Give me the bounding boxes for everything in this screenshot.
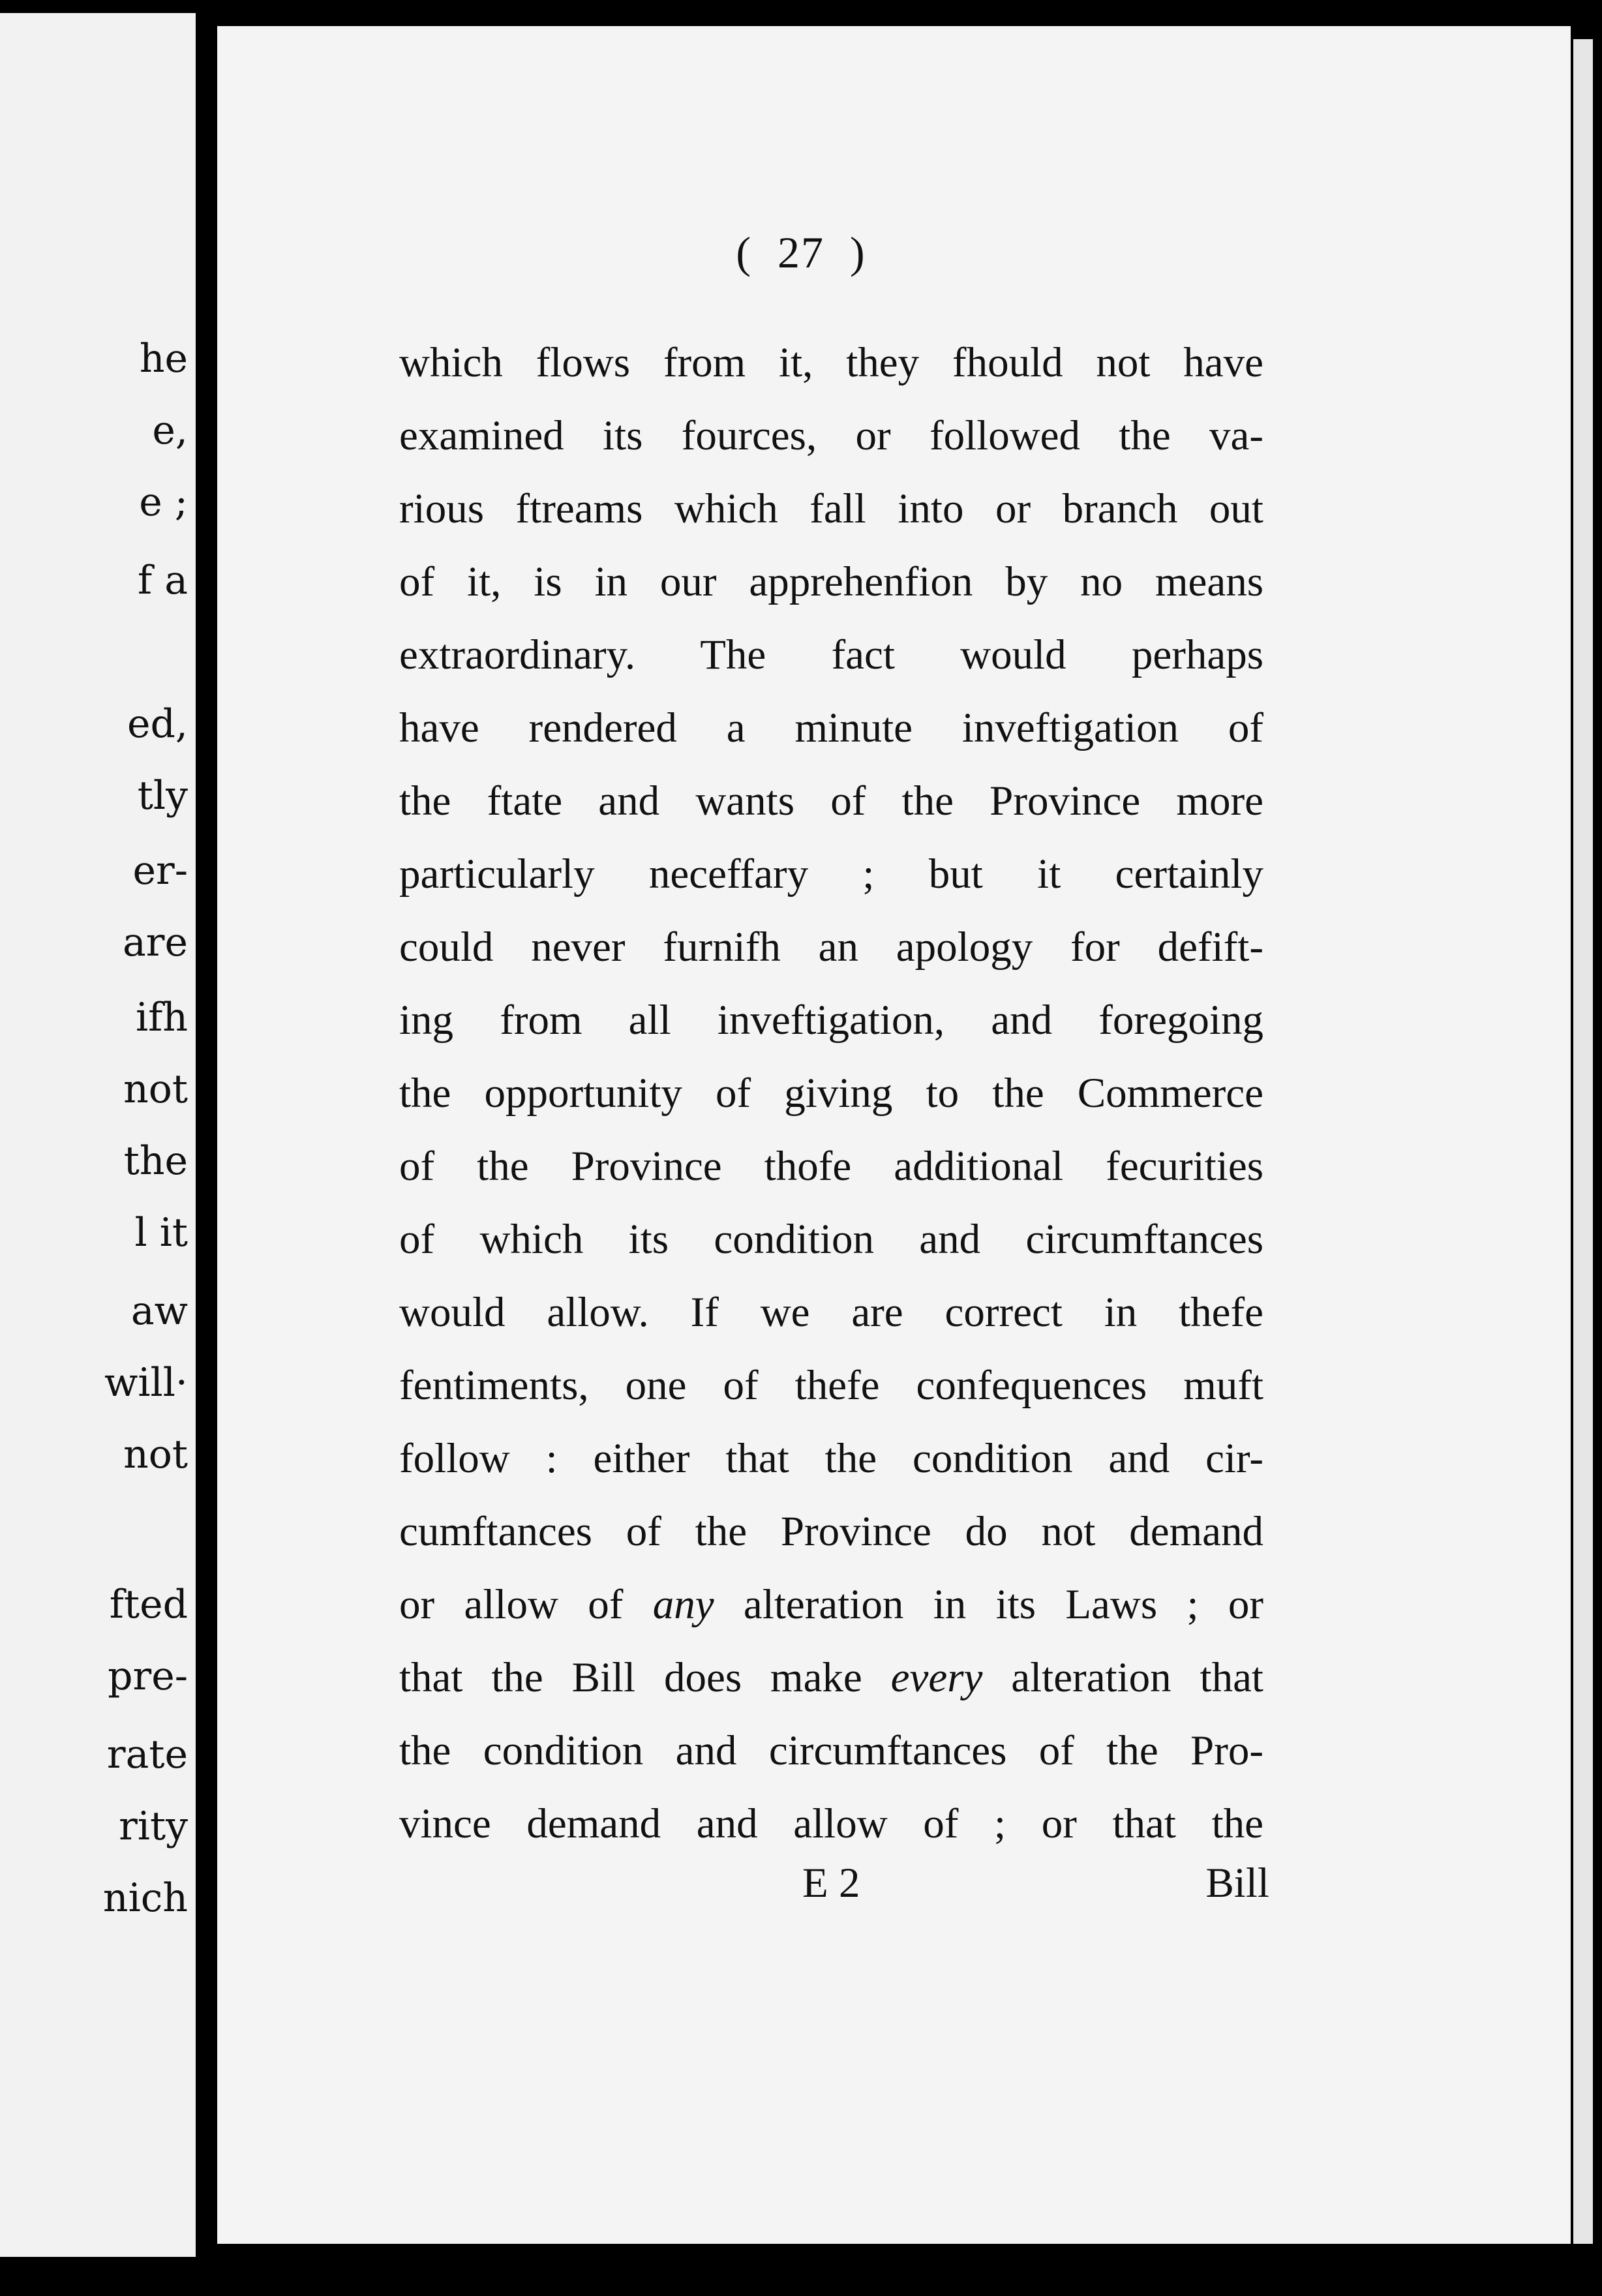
- text-line: fentiments, one of thefe confequences muft: [399, 1362, 1263, 1409]
- text-line: or allow of any alteration in its Laws ; or: [399, 1581, 1263, 1628]
- facing-page-word: e,: [152, 408, 188, 453]
- text-line: of the Province thofe additional fecurities: [399, 1143, 1263, 1190]
- text-line: could never furnifh an apology for defift-: [399, 924, 1263, 971]
- page-number: ( 27 ): [736, 228, 866, 277]
- text-line: examined its fources, or followed the va-: [399, 412, 1263, 459]
- text-line: the condition and circumftances of the Pro-: [399, 1727, 1263, 1774]
- text-line: extraordinary. The fact would perhaps: [399, 631, 1263, 678]
- text-line: the ftate and wants of the Province more: [399, 778, 1263, 824]
- body-text: [399, 326, 1263, 1860]
- facing-page-word: f a: [137, 558, 188, 603]
- signature-mark: E 2: [802, 1860, 860, 1907]
- text-line: follow : either that the condition and cir-: [399, 1435, 1263, 1482]
- facing-page-word: aw: [130, 1288, 188, 1334]
- italic-word: every: [890, 1654, 983, 1701]
- facing-page-fragment: [0, 13, 196, 2257]
- italic-word: any: [652, 1581, 714, 1628]
- catchword: Bill: [1205, 1860, 1269, 1907]
- text-line: of it, is in our apprehenfion by no means: [399, 558, 1263, 605]
- facing-page-word: he: [139, 336, 188, 382]
- facing-page-word: ifh: [135, 995, 188, 1040]
- facing-page-word: the: [123, 1138, 188, 1184]
- facing-page-word: not: [123, 1432, 188, 1477]
- facing-page-word: pre-: [108, 1654, 188, 1699]
- text-line: have rendered a minute inveftigation of: [399, 704, 1263, 751]
- facing-page-word: tly: [137, 773, 188, 819]
- text-line: that the Bill does make every alteration that: [399, 1654, 1263, 1701]
- facing-page-word: er-: [132, 848, 188, 894]
- facing-page-word: fted: [109, 1582, 188, 1627]
- facing-page-word: nich: [102, 1875, 188, 1921]
- text-line: rious ftreams which fall into or branch out: [399, 485, 1263, 532]
- facing-page-word: are: [123, 920, 188, 965]
- facing-page-word: e ;: [139, 479, 188, 525]
- text-line: of which its condition and circumftances: [399, 1216, 1263, 1263]
- text-line: which flows from it, they fhould not have: [399, 339, 1263, 386]
- facing-page-word: rity: [119, 1804, 188, 1849]
- facing-page-word: will·: [104, 1360, 188, 1406]
- text-line: particularly neceffary ; but it certainly: [399, 851, 1263, 898]
- text-line: would allow. If we are correct in thefe: [399, 1289, 1263, 1336]
- facing-page-word: rate: [106, 1732, 188, 1777]
- text-line: cumftances of the Province do not demand: [399, 1508, 1263, 1555]
- text-line: vince demand and allow of ; or that the: [399, 1800, 1263, 1847]
- text-line: the opportunity of giving to the Commerce: [399, 1070, 1263, 1117]
- facing-page-word: l it: [134, 1210, 188, 1256]
- page-edge: [1573, 39, 1593, 2244]
- facing-page-word: not: [123, 1066, 188, 1112]
- text-line: ing from all inveftigation, and foregoing: [399, 997, 1263, 1044]
- facing-page-word: ed,: [127, 701, 188, 747]
